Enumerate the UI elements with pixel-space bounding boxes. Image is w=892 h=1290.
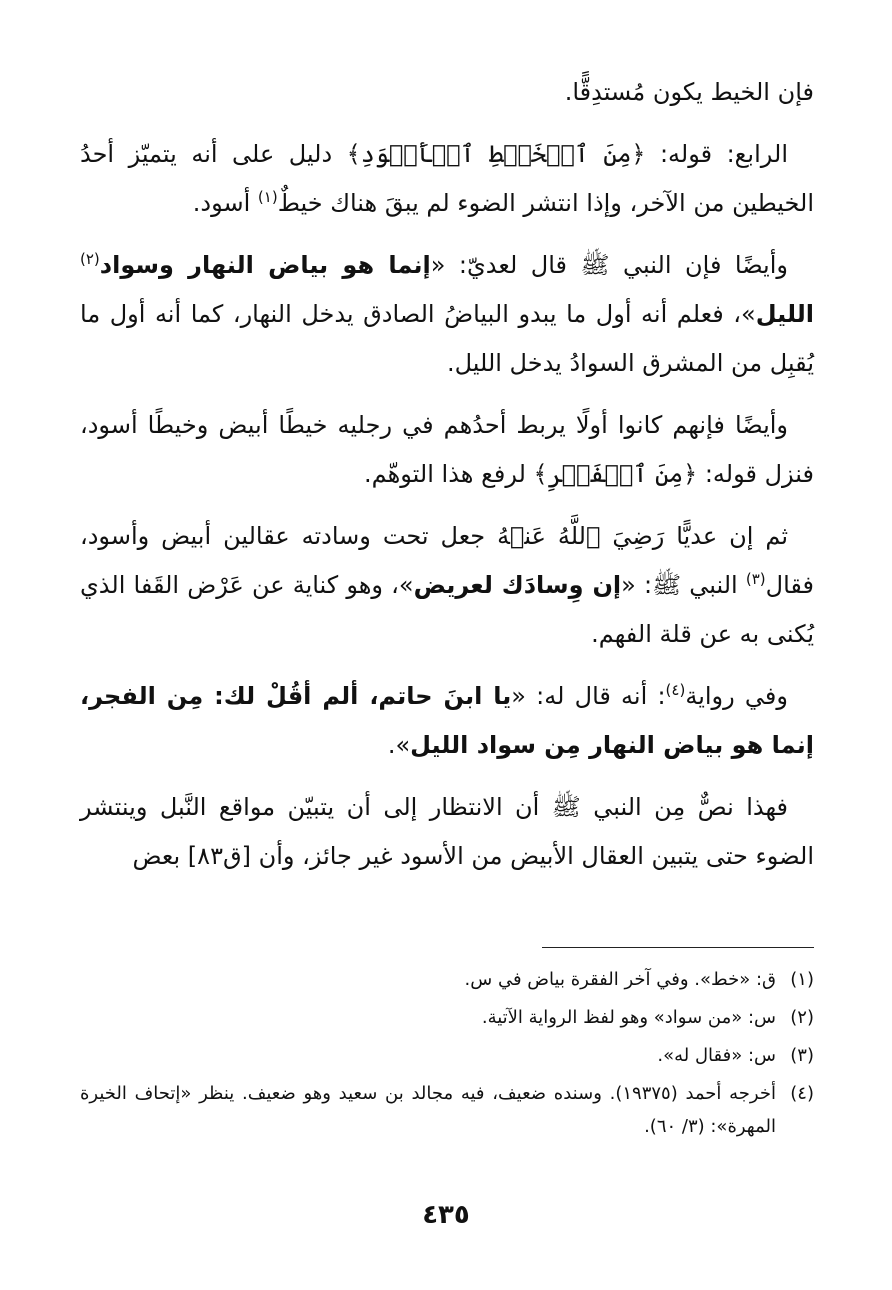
paragraph-2 (80, 130, 814, 228)
text-segment: فهذا نصٌّ مِن النبي ﷺ (539, 793, 788, 821)
text-segment: وأيضًا فإنهم كانوا أولًا يربط أحدُهم في رجليه خيطًا أبيض وخيطًا أسود، فنزل قوله: (80, 411, 814, 488)
footnote-marker[interactable]: (٣) (745, 570, 766, 588)
quran-quote: ﴿مِنَ ٱلۡفَجۡرِ﴾ (533, 460, 698, 488)
paragraph-7 (80, 783, 814, 881)
text-segment: لرفع هذا التوهّم. (364, 460, 534, 488)
footnote-3 (80, 1039, 814, 1072)
text-segment: ثم إن عديًّا رَضِيَ ٱللَّهُ عَنۡهُ جعل تحت وسادته عقالين أبيض وأسود، فقال (80, 522, 815, 599)
footnotes (80, 963, 814, 1148)
footnote-number: (٢) (790, 1007, 814, 1028)
text-segment: وفي رواية (685, 682, 788, 710)
text-segment: أن الانتظار إلى أن يتبيّن مواقع النَّبل وينتشر الضوء حتى يتبين العقال الأبيض من الأسود غير جائز، وأن [ق٨٣] بعض (80, 793, 814, 870)
footnote-number: (١) (790, 969, 814, 990)
footnote-number: (٤) (790, 1083, 814, 1104)
text-segment: ». (387, 731, 411, 759)
text-segment: أسود. (192, 189, 258, 217)
footnote-1 (80, 963, 814, 996)
page-number: ٤٣٥ (422, 1200, 470, 1230)
footnote-divider (542, 947, 814, 948)
paragraph-5 (80, 512, 814, 659)
paragraph-6 (80, 672, 814, 770)
paragraph-3 (80, 241, 814, 388)
main-text (80, 68, 814, 894)
text-segment: فإن الخيط يكون مُستدِقًّا. (564, 78, 814, 106)
text-segment: »، وهو كناية عن عَرْض القَفا الذي يُكنى به عن قلة الفهم. (80, 571, 814, 648)
quran-quote: ﴿مِنَ ٱلۡخَيۡطِ ٱلۡأَسۡوَدِ﴾ (346, 140, 646, 168)
footnote-text: س: «فقال له». (657, 1045, 776, 1066)
text-segment: وأيضًا فإن النبي ﷺ قال لعديّ: « (430, 251, 788, 279)
text-segment: »، فعلم أنه أول ما يبدو البياضُ الصادق يدخل النهار، كما أنه أول ما يُقبِل من المشرق السوادُ يدخل الليل. (80, 300, 814, 377)
footnote-marker[interactable]: (١) (257, 188, 278, 206)
footnote-4 (80, 1077, 814, 1143)
text-segment: النبي ﷺ: « (621, 571, 746, 599)
footnote-text: أخرجه أحمد (١٩٣٧٥). وسنده ضعيف، فيه مجالد بن سعيد وهو ضعيف. ينظر «إتحاف الخيرة المهرة»: (٣/ ٦٠). (80, 1083, 776, 1137)
paragraph-4 (80, 401, 814, 499)
footnote-2 (80, 1001, 814, 1034)
footnote-text: س: «من سواد» وهو لفظ الرواية الآتية. (481, 1007, 776, 1028)
footnote-marker[interactable]: (٤) (665, 681, 686, 699)
footnote-text: ق: «خط». وفي آخر الفقرة بياض في س. (464, 969, 776, 990)
footnote-marker[interactable]: (٢) (80, 250, 100, 268)
text-segment: الرابع: قوله: (645, 140, 789, 168)
paragraph-1 (80, 68, 814, 117)
hadith-quote: إن وِسادَك لعريض (413, 571, 622, 599)
text-segment: : أنه قال له: « (511, 682, 666, 710)
hadith-quote: الليل (755, 300, 814, 328)
hadith-quote: إنما هو بياض النهار وسواد (99, 251, 431, 279)
text-segment: دليل على أنه يتميّز أحدُ الخيطين من الآخر، وإذا انتشر الضوء لم يبقَ هناك خيطٌ (80, 140, 814, 217)
footnote-number: (٣) (790, 1045, 814, 1066)
hadith-quote: يا ابنَ حاتم، ألم أقُلْ لك: مِن الفجر، إنما هو بياض النهار مِن سواد الليل (80, 682, 814, 759)
